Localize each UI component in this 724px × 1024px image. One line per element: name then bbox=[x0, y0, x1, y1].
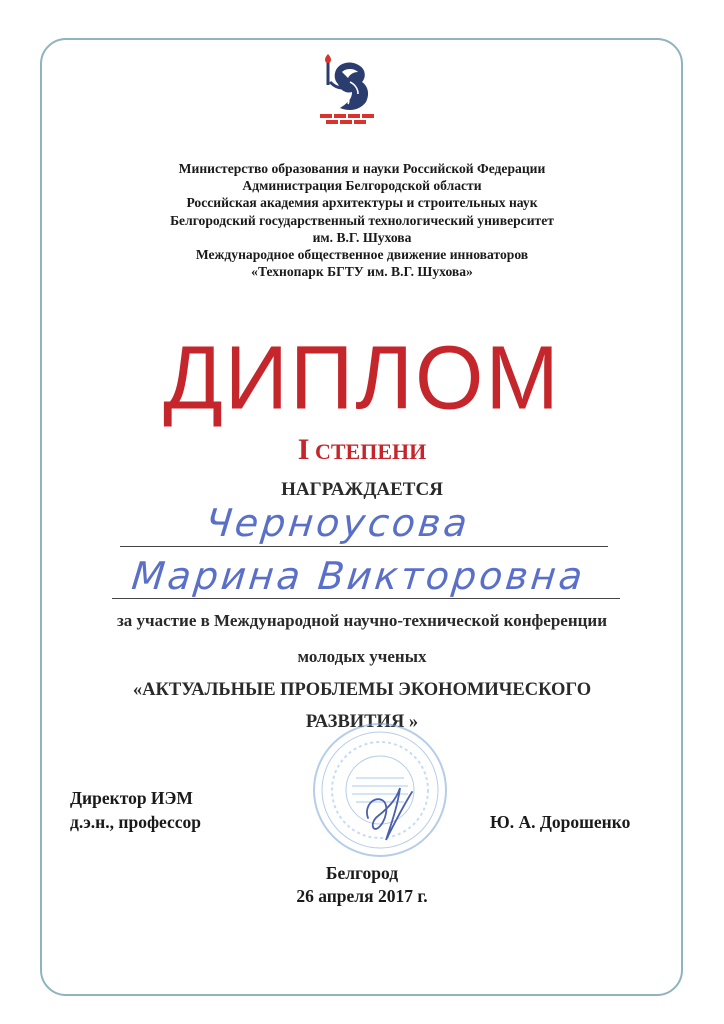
handwritten-signature-icon bbox=[360, 778, 420, 848]
date: 26 апреля 2017 г. bbox=[296, 886, 428, 906]
lion-torch-emblem-icon bbox=[316, 52, 382, 128]
city: Белгород bbox=[325, 863, 399, 883]
participation-line: за участие в Международной научно-технической конференции bbox=[116, 611, 608, 630]
header-line: им. В.Г. Шухова bbox=[312, 229, 412, 245]
footer bbox=[0, 862, 724, 908]
signatory-name: Ю. А. Дорошенко bbox=[490, 812, 631, 832]
degree-number: I bbox=[297, 433, 310, 466]
recipient-name: Марина Викторовна bbox=[129, 554, 588, 598]
conference-title-line: «АКТУАЛЬНЫЕ ПРОБЛЕМЫ ЭКОНОМИЧЕСКОГО bbox=[132, 680, 592, 700]
signatory-block bbox=[70, 786, 201, 834]
issuing-organizations bbox=[60, 160, 664, 280]
degree-word: СТЕПЕНИ bbox=[314, 439, 427, 464]
degree-label bbox=[0, 433, 724, 466]
signatory-degree: д.э.н., профессор bbox=[70, 812, 202, 832]
recipient-surname: Черноусова bbox=[203, 501, 473, 545]
header-line: Белгородский государственный технологический университет bbox=[170, 212, 554, 228]
surname-underline bbox=[120, 546, 608, 547]
participation-line: молодых ученых bbox=[297, 647, 427, 666]
header-line: Министерство образования и науки Российской Федерации bbox=[178, 161, 546, 176]
name-underline bbox=[112, 598, 620, 599]
header-line: Российская академия архитектуры и строительных наук bbox=[186, 195, 538, 211]
header-line: «Технопарк БГТУ им. В.Г. Шухова» bbox=[251, 264, 473, 280]
header-line: Международное общественное движение инноваторов bbox=[195, 247, 529, 263]
signatory-position: Директор ИЭМ bbox=[70, 788, 193, 808]
diploma-title: ДИПЛОМ bbox=[163, 327, 561, 428]
header-line: Администрация Белгородской области bbox=[242, 178, 482, 194]
awarded-label: НАГРАЖДАЕТСЯ bbox=[281, 479, 443, 500]
conference-title-line: РАЗВИТИЯ » bbox=[305, 712, 419, 732]
